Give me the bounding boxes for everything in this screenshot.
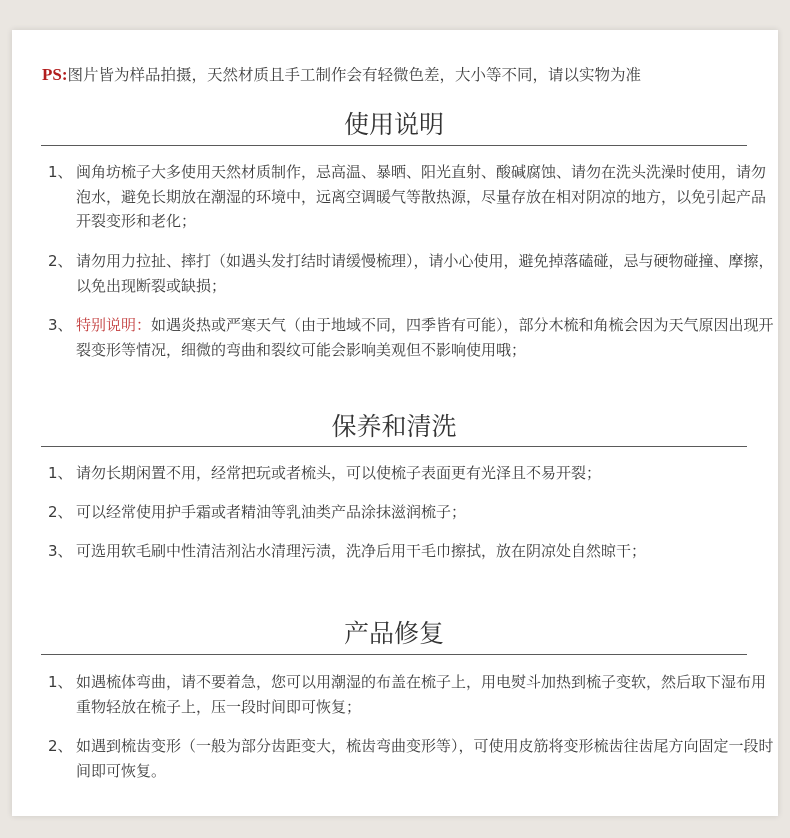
care-item-3 xyxy=(48,539,776,564)
item-text: 可以经常使用护手霜或者精油等乳油类产品涂抹滋润梳子； xyxy=(76,503,467,521)
ps-notice xyxy=(42,64,762,86)
item-number: 2、 xyxy=(48,737,73,755)
section-divider xyxy=(41,145,747,146)
item-number: 2、 xyxy=(48,503,73,521)
item-number: 1、 xyxy=(48,464,73,482)
item-number: 3、 xyxy=(48,316,73,334)
ps-label: PS: xyxy=(42,65,68,84)
item-number: 1、 xyxy=(48,673,73,691)
section-divider xyxy=(41,446,747,447)
item-text: 请勿长期闲置不用，经常把玩或者梳头，可以使梳子表面更有光泽且不易开裂； xyxy=(76,464,602,482)
usage-item-2 xyxy=(48,249,776,298)
item-number: 2、 xyxy=(48,252,73,270)
section-title-repair: 产品修复 xyxy=(343,619,444,648)
special-note-label: 特别说明： xyxy=(76,316,152,334)
item-text: 请勿用力拉扯、摔打（如遇头发打结时请缓慢梳理），请小心使用，避免掉落磕碰，忌与硬物碰撞、摩擦，以免出现断裂或缺损； xyxy=(76,252,774,295)
care-item-2 xyxy=(48,500,776,525)
care-item-1 xyxy=(48,461,776,486)
section-title-usage: 使用说明 xyxy=(343,110,444,139)
usage-item-1 xyxy=(48,160,776,234)
info-card xyxy=(12,30,778,816)
item-text: 如遇炎热或严寒天气（由于地域不同，四季皆有可能），部分木梳和角梳会因为天气原因出现开裂变形等情况，细微的弯曲和裂纹可能会影响美观但不影响使用哦； xyxy=(76,316,774,359)
repair-item-1 xyxy=(48,670,776,719)
usage-item-3 xyxy=(48,313,776,362)
item-text: 如遇梳体弯曲，请不要着急，您可以用潮湿的布盖在梳子上，用电熨斗加热到梳子变软，然后取下湿布用重物轻放在梳子上，压一段时间即可恢复； xyxy=(76,673,767,716)
section-divider xyxy=(41,654,747,655)
item-text: 闽角坊梳子大多使用天然材质制作，忌高温、暴晒、阳光直射、酸碱腐蚀、请勿在洗头洗澡时使用，请勿泡水，避免长期放在潮湿的环境中，远离空调暖气等散热源，尽量存放在相对阴凉的地方，以免引起产品开裂变形和老化； xyxy=(76,163,767,230)
item-text: 如遇到梳齿变形（一般为部分齿距变大，梳齿弯曲变形等），可使用皮筋将变形梳齿往齿尾方向固定一段时间即可恢复。 xyxy=(76,737,774,780)
section-title-care: 保养和清洗 xyxy=(331,412,457,441)
repair-item-2 xyxy=(48,734,776,783)
item-text: 可选用软毛刷中性清洁剂沾水清理污渍，洗净后用干毛巾擦拭，放在阴凉处自然晾干； xyxy=(76,542,647,560)
item-number: 3、 xyxy=(48,542,73,560)
item-number: 1、 xyxy=(48,163,73,181)
ps-text: 图片皆为样品拍摄，天然材质且手工制作会有轻微色差，大小等不同，请以实物为准 xyxy=(67,66,642,84)
